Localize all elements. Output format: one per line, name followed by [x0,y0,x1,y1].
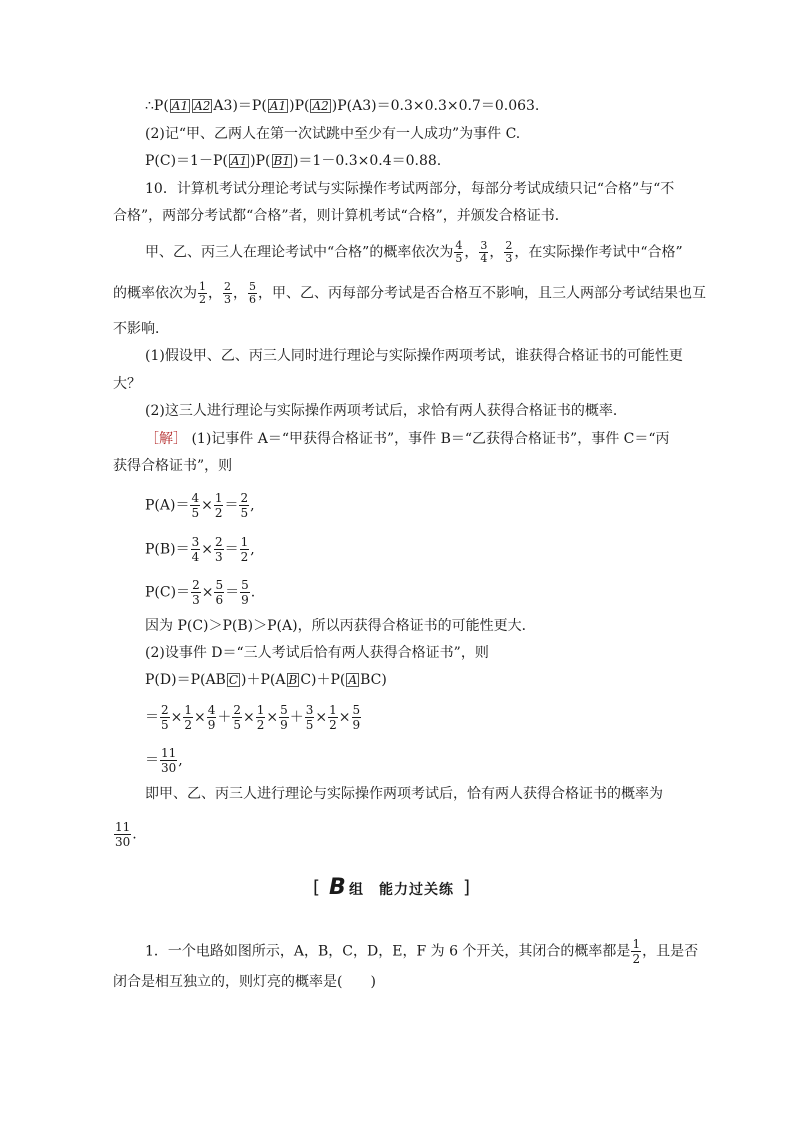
event-d-line: (2)设事件 D＝“三人考试后恰有两人获得合格证书”，则 [145,645,489,661]
fraction: $\frac{5}{6}$ [249,280,256,306]
conclusion-fraction: $\frac{11}{30}$ . [115,820,137,849]
fraction: $\frac{2}{5}$ [233,703,242,732]
solution-tag: ［解］ [145,431,187,447]
overline-c: C [228,673,239,687]
fraction: $\frac{11}{30}$ [161,746,177,775]
equation-pd: P(D)＝P(AB C )＋P(A B C)＋P( A BC) [145,672,387,688]
overline-a1: A1 [230,154,248,168]
fraction: $\frac{3}{4}$ [480,239,488,265]
fraction: $\frac{5}{9}$ [241,578,249,607]
question-1-line-1: 1．一个电路如图所示，A，B，C，D，E，F 为 6 个开关，其闭合的概率都是 $\frac{1}{2}$ ，且是否 [145,937,699,966]
section-title: 组 能力过关练 [349,882,454,898]
overline-a1: A1 [171,99,189,113]
question-10-line-3: 甲、乙、丙三人在理论考试中“合格”的概率依次为 $\frac{4}{5}$ ， $\frac{3}{4}$ ， $\frac{2}{3}$ ，在实际操作考试中“合格” [145,239,683,265]
question-10-part-1-cont: 大？ [113,376,141,392]
fraction: $\frac{1}{2}$ [329,703,337,732]
overline-a1: A1 [269,99,287,113]
overline-b: B [288,673,298,687]
fraction: $\frac{4}{5}$ [191,491,200,520]
fraction: $\frac{4}{9}$ [207,703,216,732]
solution-line-1: ［解］ (1)记事件 A＝“甲获得合格证书”，事件 B＝“乙获得合格证书”，事件 C＝“丙 [145,431,670,447]
fraction: $\frac{1}{2}$ [256,703,265,732]
fraction: $\frac{1}{2}$ [632,937,641,966]
question-10-line-2: 合格”，两部分考试都“合格”者，则计算机考试“合格”，并颁发合格证书． [113,208,569,224]
fraction: $\frac{2}{3}$ [505,239,513,265]
fraction: $\frac{2}{3}$ [192,578,200,607]
equation-result: ＝ $\frac{11}{30}$ , [145,746,183,775]
overline-a2: A2 [312,99,329,113]
question-10-part-1: (1)假设甲、乙、丙三人同时进行理论与实际操作两项考试，谁获得合格证书的可能性更 [145,348,683,364]
overline-b1: B1 [273,154,290,168]
section-header [313,875,483,900]
conclusion-line: 即甲、乙、丙三人进行理论与实际操作两项考试后，恰有两人获得合格证书的概率为 [145,786,663,802]
overline-a2: A2 [194,99,211,113]
question-10-line-4: 的概率依次为 $\frac{1}{2}$ ， $\frac{2}{3}$ ， $\frac{5}{6}$ ，甲、乙、丙每部分考试是否合格互不影响，且三人两部分考试结果也互 [113,280,706,306]
line-pc-result: P(C)＝1－P( A1 )P( B1 )＝1－0.3×0.4＝0.88. [145,153,442,169]
equation-expression: ＝ $\frac{2}{5}$ × $\frac{1}{2}$ × $\frac{4}{9}$ ＋ $\frac{2}{5}$ × $\frac{1}{2}$ × $\frac{5}{9}$ ＋ $\frac{3}{5}$ × $\frac{1}{2}$ × $\frac{5}{9}$ [145,703,361,732]
line-event-c: (2)记“甲、乙两人在第一次试跳中至少有一人成功”为事件 C. [145,126,521,142]
line-therefore: ∴P( A1 A2 A3)＝P( A1 )P( A2 )P(A3)＝0.3×0.3×0.7＝0.063. [145,98,540,114]
question-1-line-2: 闭合是相互独立的，则灯亮的概率是( ) [113,974,376,990]
question-10-line-1: 10．计算机考试分理论考试与实际操作考试两部分，每部分考试成绩只记“合格”与“不 [145,181,675,197]
equation-pb: P(B)＝ $\frac{3}{4}$ × $\frac{2}{3}$ ＝ $\frac{1}{2}$ , [145,535,255,564]
question-10-part-2: (2)这三人进行理论与实际操作两项考试后，求恰有两人获得合格证书的概率． [145,403,627,419]
equation-pc: P(C)＝ $\frac{2}{3}$ × $\frac{5}{6}$ ＝ $\frac{5}{9}$ . [145,578,256,607]
fraction: $\frac{1}{2}$ [184,703,193,732]
fraction: $\frac{1}{2}$ [199,280,206,306]
fraction: $\frac{2}{5}$ [240,491,249,520]
fraction: $\frac{2}{3}$ [224,280,231,306]
fraction: $\frac{3}{5}$ [305,703,314,732]
right-bracket: ] [463,877,471,898]
fraction: $\frac{5}{6}$ [215,578,224,607]
fraction: $\frac{2}{3}$ [215,535,223,564]
equation-pa: P(A)＝ $\frac{4}{5}$ × $\frac{1}{2}$ ＝ $\frac{2}{5}$ , [145,491,255,520]
overline-a: A [348,673,358,687]
fraction: $\frac{5}{9}$ [280,703,288,732]
fraction: $\frac{3}{4}$ [191,535,200,564]
fraction: $\frac{2}{5}$ [161,703,169,732]
fraction: $\frac{1}{2}$ [214,491,223,520]
fraction: $\frac{11}{30}$ [115,820,131,849]
solution-line-2: 获得合格证书”，则 [113,458,233,474]
comparison-line: 因为 P(C)＞P(B)＞P(A)，所以丙获得合格证书的可能性更大． [145,618,536,634]
left-bracket: [ [313,877,321,898]
fraction: $\frac{1}{2}$ [240,535,249,564]
fraction: $\frac{5}{9}$ [352,703,361,732]
question-10-line-5: 不影响． [113,321,169,337]
fraction: $\frac{4}{5}$ [455,239,463,265]
section-letter: B [329,875,346,900]
